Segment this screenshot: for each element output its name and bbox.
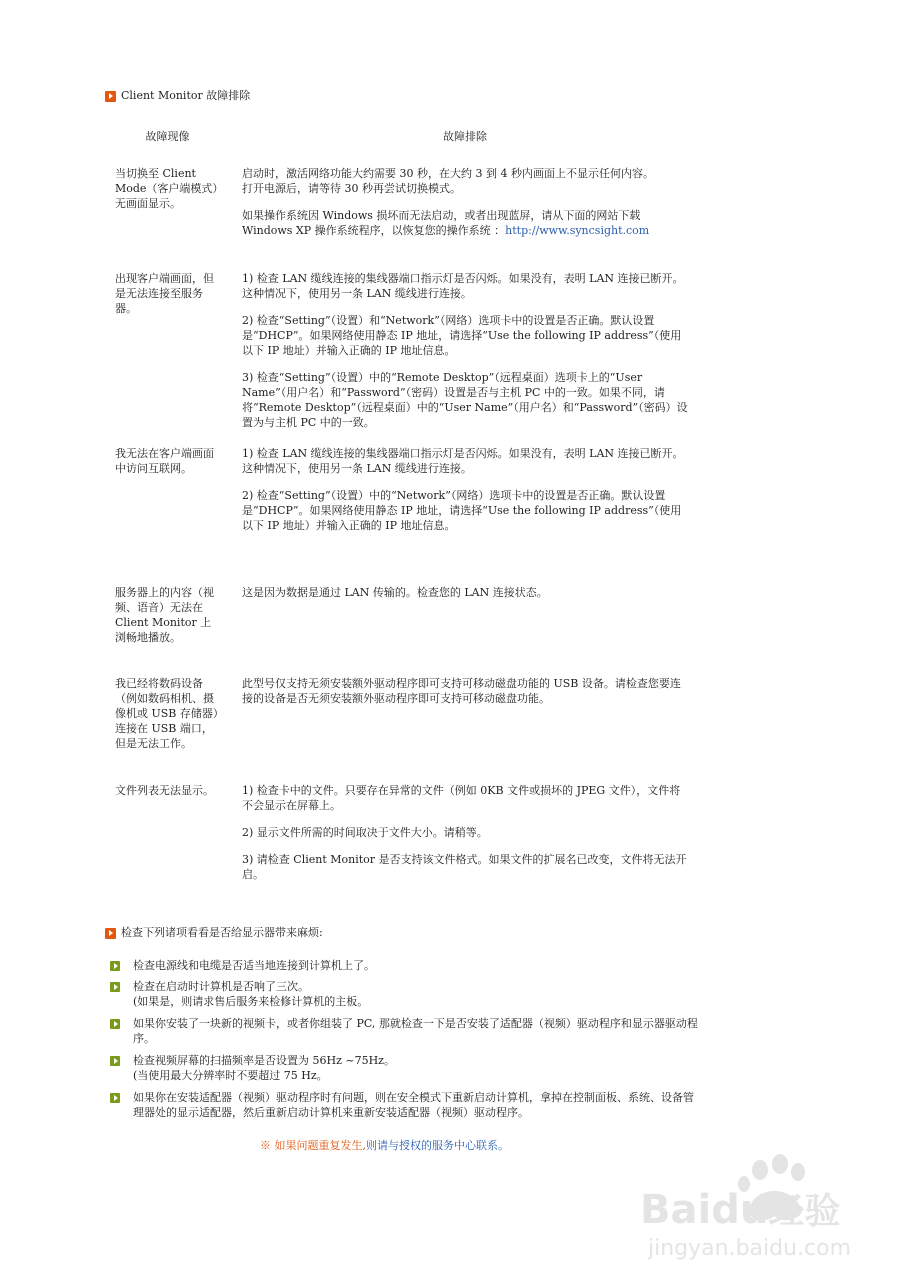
syncsight-link[interactable]: http://www.syncsight.com [505, 224, 650, 237]
list-item: 检查在启动时计算机是否响了三次。 (如果是，则请求售后服务来检修计算机的主板。 [133, 980, 369, 1008]
baidu-watermark [640, 1150, 890, 1270]
symptom-cell: 当切换至 Client Mode（客户端模式）无画面显示。 [115, 167, 218, 210]
bullet-arrow-icon [110, 961, 120, 971]
column-header-solution: 故障排除 [443, 130, 487, 143]
bullet-arrow-icon [110, 982, 120, 992]
symptom-cell: 我已经将数码设备（例如数码相机、摄像机或 USB 存储器）连接在 USB 端口，但是无法工作。 [115, 677, 219, 750]
solution-cell [242, 166, 688, 250]
watermark-brand-cn: 经验 [768, 1191, 841, 1232]
solution-paragraph: 1) 检查 LAN 缆线连接的集线器端口指示灯是否闪烁。如果没有，表明 LAN 连接已断开。这种情况下，使用另一条 LAN 缆线进行连接。 [242, 447, 684, 475]
solution-paragraph [242, 208, 688, 238]
section-title: Client Monitor 故障排除 [121, 89, 251, 102]
solution-paragraph: 3) 请检查 Client Monitor 是否支持该文件格式。如果文件的扩展名已改变，文件将无法开启。 [242, 853, 687, 881]
list-item: 检查视频屏幕的扫描频率是否设置为 56Hz ~75Hz。 (当使用最大分辨率时不要超过 75 Hz。 [133, 1054, 395, 1082]
section-arrow-icon [105, 91, 116, 102]
solution-cell [242, 783, 688, 894]
solution-paragraph: 1) 检查 LAN 缆线连接的集线器端口指示灯是否闪烁。如果没有，表明 LAN 连接已断开。这种情况下，使用另一条 LAN 缆线进行连接。 [242, 272, 684, 300]
solution-paragraph: 2) 显示文件所需的时间取决于文件大小。请稍等。 [242, 826, 488, 839]
section-arrow-icon [105, 928, 116, 939]
note-suffix: 则请与授权的服务中心联系。 [366, 1139, 509, 1152]
column-header-symptom: 故障现像 [145, 130, 190, 143]
watermark-brand-mid: du [711, 1187, 769, 1233]
list-item: 检查电源线和电缆是否适当地连接到计算机上了。 [133, 959, 375, 972]
solution-paragraph: 2) 检查“Setting”（设置）中的“Network”（网络）选项卡中的设置是否正确。默认设置是“DHCP”。如果网络使用静态 IP 地址，请选择“Use the following IP address”（使用以下 IP 地址）并输入正确的 IP 地址信息。 [242, 489, 682, 532]
watermark-url: jingyan.baidu.com [648, 1236, 852, 1261]
bullet-arrow-icon [110, 1093, 120, 1103]
solution-cell [242, 585, 688, 612]
bullet-arrow-icon [110, 1056, 120, 1066]
solution-paragraph: 此型号仅支持无须安装额外驱动程序即可支持可移动磁盘功能的 USB 设备。请检查您要连接的设备是否无须安装额外驱动程序即可支持可移动磁盘功能。 [242, 677, 681, 705]
bullet-arrow-icon [110, 1019, 120, 1029]
list-item: 如果你在安装适配器（视频）驱动程序时有问题，则在安全模式下重新启动计算机，拿掉在控制面板、系统、设备管理器处的显示适配器，然后重新启动计算机来重新安装适配器（视频）驱动程序。 [133, 1091, 694, 1119]
solution-paragraph: 启动时，激活网络功能大约需要 30 秒，在大约 3 到 4 秒内画面上不显示任何内容。 打开电源后，请等待 30 秒再尝试切换模式。 [242, 167, 654, 195]
solution-paragraph: 3) 检查“Setting”（设置）中的“Remote Desktop”（远程桌面）选项卡上的“User Name”（用户名）和“Password”（密码）设置是否与主机 PC 中的一致。如果不同，请将“Remote Desktop”（远程桌面）中的“User Name”（用户名）和“Password”（密码）设置为与主机 PC 中的一致。 [242, 371, 688, 429]
service-note [260, 1138, 660, 1153]
solution-paragraph: 这是因为数据是通过 LAN 传输的。检查您的 LAN 连接状态。 [242, 586, 548, 599]
section-title: 检查下列诸项看看是否给显示器带来麻烦: [121, 926, 323, 939]
watermark-brand: Bai [640, 1187, 712, 1233]
symptom-cell: 我无法在客户端画面中访问互联网。 [115, 447, 214, 475]
note-prefix: ※ 如果问题重复发生, [260, 1139, 366, 1152]
symptom-cell: 文件列表无法显示。 [115, 784, 214, 797]
symptom-cell: 出现客户端画面，但是无法连接至服务器。 [115, 272, 214, 315]
solution-paragraph: 2) 检查“Setting”（设置）和“Network”（网络）选项卡中的设置是否正确。默认设置是“DHCP”。如果网络使用静态 IP 地址，请选择“Use the following IP address”（使用以下 IP 地址）并输入正确的 IP 地址信息。 [242, 314, 682, 357]
solution-cell [242, 446, 688, 545]
watermark-logo [640, 1188, 840, 1234]
symptom-cell: 服务器上的内容（视频、语音）无法在 Client Monitor 上浏畅地播放。 [115, 586, 214, 644]
solution-cell [242, 676, 688, 718]
list-item: 如果你安装了一块新的视频卡，或者你组装了 PC, 那就检查一下是否安装了适配器（视频）驱动程序和显示器驱动程序。 [133, 1017, 698, 1045]
solution-text: 如果操作系统因 Windows 损坏而无法启动，或者出现蓝屏，请从下面的网站下载 Windows XP 操作系统程序，以恢复您的操作系统 ： [242, 209, 641, 237]
solution-cell [242, 271, 688, 442]
solution-paragraph: 1) 检查卡中的文件。只要存在异常的文件（例如 0KB 文件或损坏的 JPEG 文件），文件将不会显示在屏幕上。 [242, 784, 681, 812]
